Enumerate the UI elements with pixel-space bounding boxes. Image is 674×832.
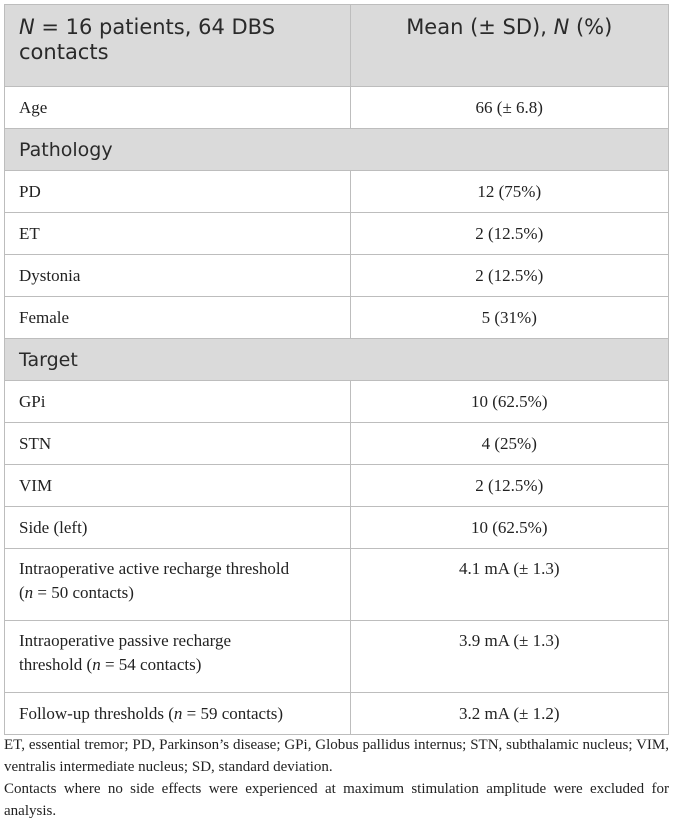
row-label: Female [5, 297, 351, 339]
table-row-pd [5, 171, 669, 213]
row-value: 5 (31%) [350, 297, 668, 339]
section-title: Pathology [5, 129, 669, 171]
row-value: 2 (12.5%) [350, 255, 668, 297]
section-target [5, 339, 669, 381]
row-label-n: n [24, 583, 34, 602]
table-row-passive-threshold [5, 621, 669, 693]
section-pathology [5, 129, 669, 171]
row-label-n: n [92, 655, 101, 674]
abbreviations-note: ET, essential tremor; PD, Parkinson’s disease; GPi, Globus pallidus internus; STN, subthalamic nucleus; VIM, ventralis intermediate nucleus; SD, standard deviation. [4, 737, 669, 775]
table-row-followup-threshold [5, 693, 669, 735]
table-row-dystonia [5, 255, 669, 297]
row-label: STN [5, 423, 351, 465]
header-n2-symbol: N [553, 15, 570, 39]
patient-characteristics-table [4, 4, 669, 735]
row-value: 2 (12.5%) [350, 213, 668, 255]
table-footnotes [4, 734, 669, 822]
table-row-side [5, 507, 669, 549]
header-cohort-text: = 16 patients, 64 DBS contacts [19, 15, 276, 64]
row-label: PD [5, 171, 351, 213]
table-row-female [5, 297, 669, 339]
row-value: 4 (25%) [350, 423, 668, 465]
table-row-gpi [5, 381, 669, 423]
row-label: ET [5, 213, 351, 255]
row-label: Side (left) [5, 507, 351, 549]
row-value: 10 (62.5%) [350, 381, 668, 423]
row-value: 10 (62.5%) [350, 507, 668, 549]
row-label-line2-pre: threshold ( [19, 655, 93, 674]
row-label: Age [5, 87, 351, 129]
table-header-row [5, 5, 669, 87]
header-n-symbol: N [19, 15, 35, 39]
row-value: 66 (± 6.8) [350, 87, 668, 129]
table-row-age [5, 87, 669, 129]
row-value: 12 (75%) [350, 171, 668, 213]
row-label-pre: Follow-up thresholds ( [19, 703, 174, 723]
table-row-active-threshold [5, 549, 669, 621]
row-label [5, 549, 351, 621]
exclusion-note: Contacts where no side effects were experienced at maximum stimulation amplitude were excluded for analysis. [4, 781, 669, 819]
row-label-line1: Intraoperative passive recharge [19, 631, 232, 650]
row-label-line2: = 50 contacts) [33, 583, 134, 602]
header-statistic [350, 5, 668, 87]
table-row-et [5, 213, 669, 255]
section-title: Target [5, 339, 669, 381]
row-label-n: n [173, 703, 183, 723]
row-label: Dystonia [5, 255, 351, 297]
row-label [5, 693, 351, 735]
header-mean-text: Mean (± SD), [406, 15, 554, 39]
row-label-open: ( [19, 583, 25, 602]
row-value: 2 (12.5%) [350, 465, 668, 507]
row-value: 3.9 mA (± 1.3) [350, 621, 668, 693]
row-label-line1: Intraoperative active recharge threshold [19, 559, 290, 578]
row-label: VIM [5, 465, 351, 507]
table-row-vim [5, 465, 669, 507]
row-value: 3.2 mA (± 1.2) [350, 693, 668, 735]
row-label-line2: = 54 contacts) [100, 655, 202, 674]
header-percent-text: (%) [569, 15, 613, 39]
table-row-stn [5, 423, 669, 465]
row-label-rest: = 59 contacts) [182, 703, 284, 723]
row-label [5, 621, 351, 693]
row-value: 4.1 mA (± 1.3) [350, 549, 668, 621]
header-cohort [5, 5, 351, 87]
row-label: GPi [5, 381, 351, 423]
